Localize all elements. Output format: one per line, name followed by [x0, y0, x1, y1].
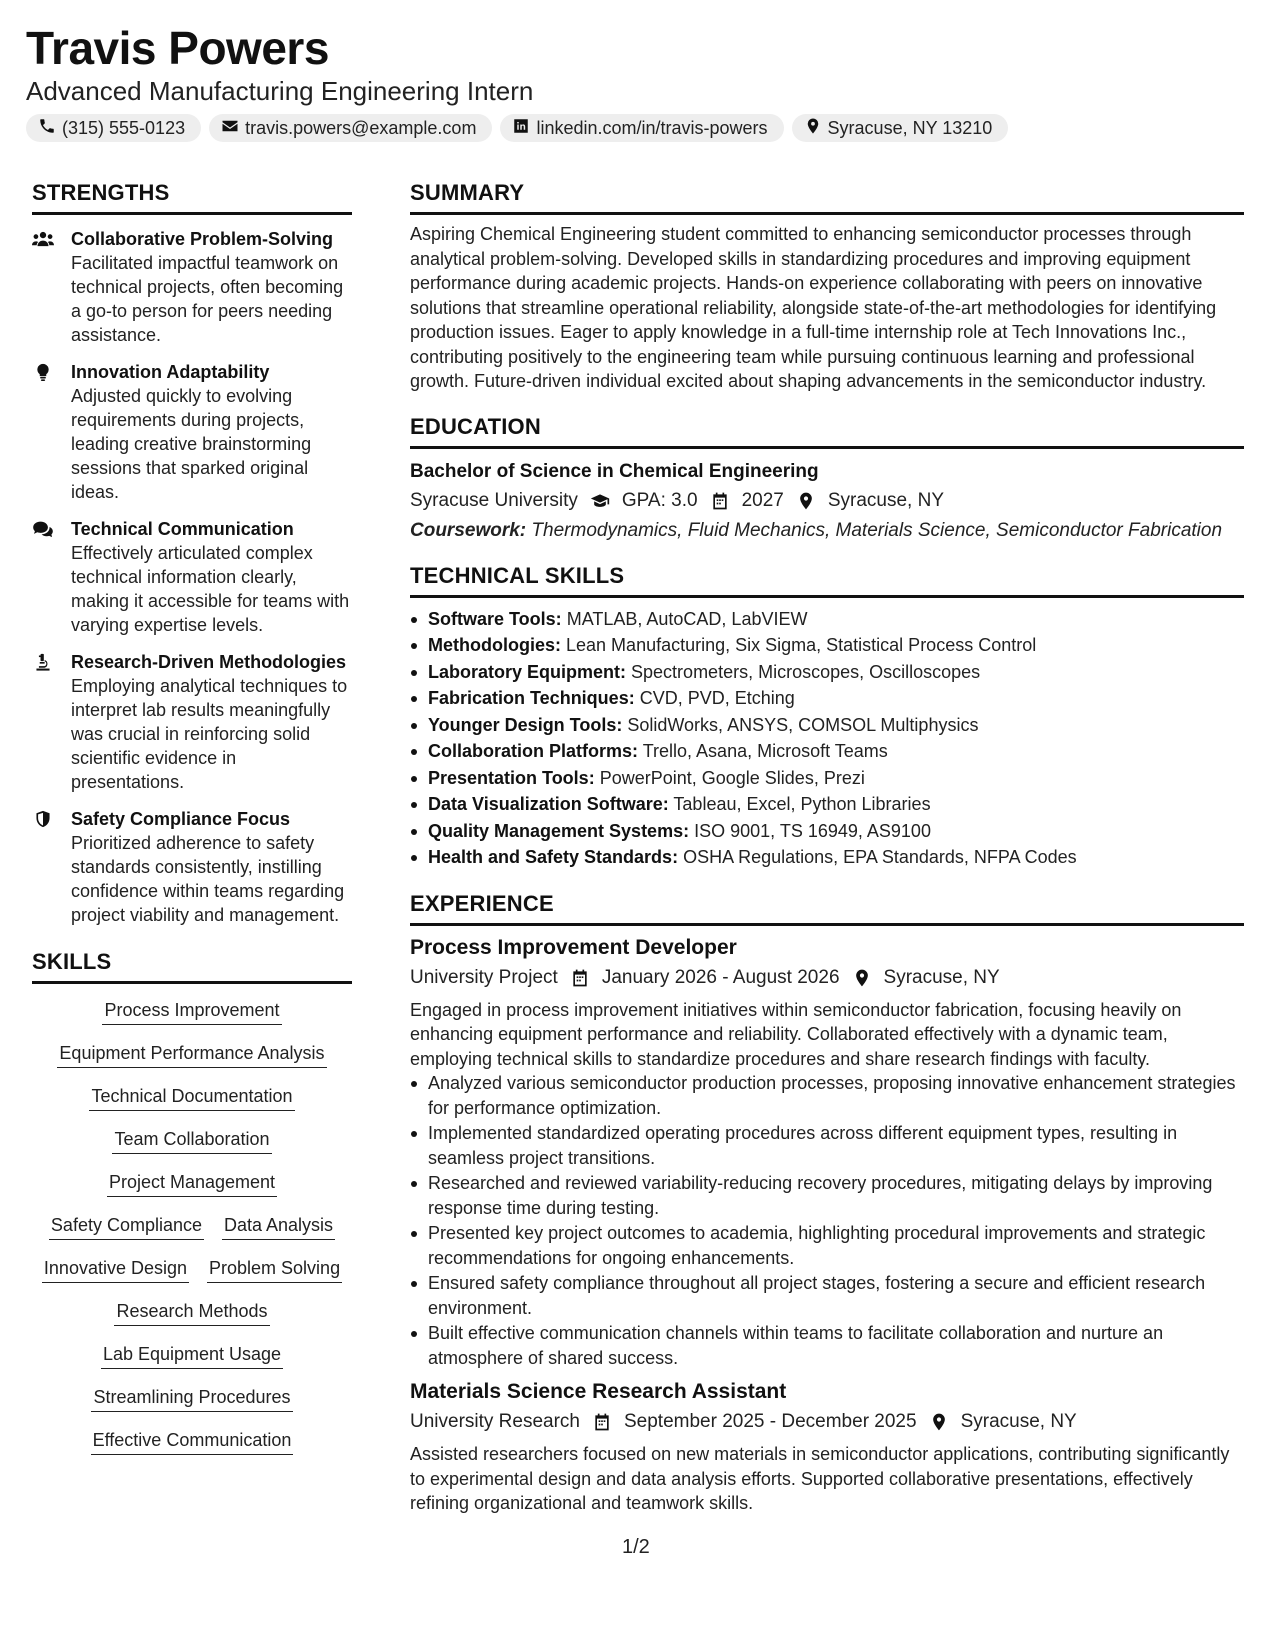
skill-tag: Team Collaboration: [112, 1127, 271, 1154]
list-item: [428, 791, 1244, 818]
strength-title: Innovation Adaptability: [71, 362, 270, 382]
education-location: Syracuse, NY: [827, 489, 945, 511]
skill-label: Laboratory Equipment:: [428, 661, 627, 682]
job-title: Materials Science Research Assistant: [410, 1380, 787, 1403]
lightbulb-icon: [32, 363, 54, 381]
job-location: Syracuse, NY: [960, 1411, 1077, 1432]
location-text: Syracuse, NY 13210: [827, 117, 993, 138]
strength-title: Research-Driven Methodologies: [71, 652, 347, 672]
summary-text: Aspiring Chemical Engineering student committed to enhancing semiconductor processes through analytical problem-solving. Developed skills in standardizing procedures and improving equipment performance during academic projects. Hands-on experience collaborating with peers on innovative solutions that streamline operational reliability, alongside state-of-the-art methodologies for identifying production issues. Eager to apply knowledge in a full-time internship role at Tech Innovations Inc., contributing positively to the engineering team while pursuing continuous learning and professional growth. Future-driven individual excited about shaping advancements in the semiconductor industry.: [410, 224, 1217, 391]
skill-value: Lean Manufacturing, Six Sigma, Statistical Process Control: [566, 635, 1037, 655]
calendar-icon: [710, 491, 730, 511]
skill-value: OSHA Regulations, EPA Standards, NFPA Codes: [683, 847, 1077, 867]
skill-value: MATLAB, AutoCAD, LabVIEW: [566, 608, 808, 629]
calendar-icon: [592, 1412, 612, 1432]
list-item: [428, 712, 1244, 739]
skill-label: Health and Safety Standards:: [428, 847, 679, 867]
job-description: Engaged in process improvement initiatives within semiconductor fabrication, focusing heavily on enhancing equipment performance and reliability. Collaborated effectively with a dynamic team, employing technical skills to standardize procedures and share research findings with faculty.: [410, 999, 1182, 1069]
job-org: University Project: [410, 966, 558, 988]
job-meta: [410, 964, 1244, 992]
phone-text: (315) 555-0123: [62, 117, 186, 138]
graduation-cap-icon: [590, 491, 610, 511]
contact-location: [792, 114, 1009, 142]
job-meta: [410, 1408, 1244, 1436]
skill-label: Data Visualization Software:: [428, 794, 669, 814]
strength-desc: Employing analytical techniques to interpret lab results meaningfully was crucial in reinforcing solid scientific evidence in presentations.: [71, 676, 348, 792]
list-item: Researched and reviewed variability-reducing recovery procedures, mitigating delays by improving response time during testing.: [428, 1171, 1244, 1220]
skill-label: Younger Design Tools:: [428, 714, 623, 735]
skill-tag: Process Improvement: [102, 998, 281, 1025]
map-pin-icon: [796, 491, 816, 511]
list-item: Analyzed various semiconductor production processes, proposing innovative enhancement strategies for performance optimization.: [428, 1071, 1244, 1120]
list-item: Built effective communication channels within teams to facilitate collaboration and nurture an atmosphere of shared success.: [428, 1321, 1244, 1370]
envelope-icon: [221, 117, 239, 140]
comments-icon: [32, 520, 54, 538]
job-dates: January 2026 - August 2026: [601, 966, 840, 988]
list-item: [428, 659, 1244, 686]
skill-tag: Research Methods: [114, 1299, 269, 1326]
strength-item: [32, 807, 352, 927]
strength-title: Technical Communication: [71, 519, 294, 539]
skill-label: Presentation Tools:: [428, 767, 595, 788]
map-pin-icon: [852, 968, 872, 988]
strength-desc: Adjusted quickly to evolving requirements during projects, leading creative brainstorming sessions that sparked original ideas.: [71, 386, 312, 502]
email-text: travis.powers@example.com: [245, 117, 477, 138]
strengths-list: [32, 227, 352, 927]
microscope-icon: [32, 653, 54, 671]
job-title: Process Improvement Developer: [410, 935, 737, 959]
skill-label: Fabrication Techniques:: [428, 688, 635, 708]
right-column: [410, 178, 1244, 1516]
skill-tag: Safety Compliance: [49, 1213, 204, 1240]
skill-tag: Technical Documentation: [89, 1084, 294, 1111]
calendar-icon: [570, 968, 590, 988]
skill-tag: Data Analysis: [222, 1213, 335, 1240]
skill-tag: Lab Equipment Usage: [101, 1342, 283, 1369]
left-column: [32, 178, 352, 1455]
list-item: [428, 765, 1244, 792]
skill-tag: Effective Communication: [91, 1428, 294, 1455]
job-description: Assisted researchers focused on new materials in semiconductor applications, contributing significantly to experimental design and data analysis efforts. Supported collaborative presentations, effectively refining organizational and teamwork skills.: [410, 1444, 1230, 1513]
experience-entry: [410, 934, 1244, 1371]
strength-item: [32, 360, 352, 504]
strength-desc: Facilitated impactful teamwork on technical projects, often becoming a go-to person for peers needing assistance.: [71, 253, 344, 345]
list-item: [428, 685, 1244, 712]
skill-value: ISO 9001, TS 16949, AS9100: [694, 820, 931, 841]
map-pin-icon: [804, 117, 822, 140]
contact-phone[interactable]: [26, 114, 201, 142]
skill-tag: Innovative Design: [42, 1256, 189, 1283]
map-pin-icon: [929, 1412, 949, 1432]
skill-value: Trello, Asana, Microsoft Teams: [642, 741, 888, 761]
coursework-label: Coursework:: [410, 519, 527, 541]
experience-entry: [410, 1378, 1244, 1516]
education-heading: EDUCATION: [410, 412, 1244, 449]
skill-tag: Project Management: [107, 1170, 277, 1197]
job-org: University Research: [410, 1411, 580, 1432]
contact-email[interactable]: [209, 114, 492, 142]
strength-item: [32, 650, 352, 794]
skill-value: PowerPoint, Google Slides, Prezi: [599, 767, 865, 788]
strengths-heading: STRENGTHS: [32, 178, 352, 215]
skill-tag: Problem Solving: [207, 1256, 342, 1283]
list-item: [428, 606, 1244, 633]
summary-heading: SUMMARY: [410, 178, 1244, 215]
linkedin-icon: [512, 117, 530, 140]
list-item: [428, 738, 1244, 765]
graduation-year: 2027: [741, 489, 784, 511]
list-item: [428, 632, 1244, 659]
linkedin-text: linkedin.com/in/travis-powers: [536, 117, 768, 138]
skills-heading: SKILLS: [32, 947, 352, 984]
skill-value: SolidWorks, ANSYS, COMSOL Multiphysics: [627, 714, 979, 735]
job-bullets: [410, 1071, 1244, 1370]
skill-tag: Equipment Performance Analysis: [57, 1041, 326, 1068]
skill-label: Quality Management Systems:: [428, 820, 690, 841]
contact-linkedin[interactable]: [500, 114, 783, 142]
list-item: Presented key project outcomes to academia, highlighting procedural improvements and strategic recommendations for ongoing enhancements.: [428, 1221, 1244, 1270]
strength-title: Collaborative Problem-Solving: [71, 229, 334, 249]
list-item: Implemented standardized operating procedures across different equipment types, resulting in seamless project transitions.: [428, 1121, 1244, 1170]
coursework-text: Thermodynamics, Fluid Mechanics, Materials Science, Semiconductor Fabrication: [531, 519, 1223, 541]
candidate-name: Travis Powers: [26, 22, 329, 74]
users-icon: [32, 230, 54, 248]
gpa-text: GPA: 3.0: [621, 489, 698, 511]
skill-value: Spectrometers, Microscopes, Oscilloscopes: [631, 661, 981, 682]
skill-value: CVD, PVD, Etching: [639, 688, 795, 708]
list-item: Ensured safety compliance throughout all project stages, fostering a secure and efficient research environment.: [428, 1271, 1244, 1320]
technical-skills-heading: TECHNICAL SKILLS: [410, 561, 1244, 598]
page-number: 1/2: [622, 1536, 650, 1558]
skill-value: Tableau, Excel, Python Libraries: [673, 794, 931, 814]
skill-tag: Streamlining Procedures: [91, 1385, 292, 1412]
strength-title: Safety Compliance Focus: [71, 809, 291, 829]
skill-label: Software Tools:: [428, 608, 562, 629]
strength-desc: Effectively articulated complex technical information clearly, making it accessible for teams with varying expertise levels.: [71, 543, 350, 635]
skills-tags: [32, 998, 352, 1455]
contact-bar: [26, 114, 1008, 142]
shield-icon: [32, 810, 54, 828]
skill-label: Methodologies:: [428, 635, 561, 655]
degree-title: Bachelor of Science in Chemical Engineering: [410, 460, 819, 482]
strength-item: [32, 517, 352, 637]
list-item: [428, 818, 1244, 845]
technical-skills-list: [410, 606, 1244, 871]
strength-desc: Prioritized adherence to safety standards consistently, instilling confidence within teams regarding project viability and management.: [71, 833, 345, 925]
phone-icon: [38, 117, 56, 140]
school-name: Syracuse University: [410, 489, 578, 511]
list-item: [428, 844, 1244, 871]
skill-label: Collaboration Platforms:: [428, 741, 639, 761]
job-dates: September 2025 - December 2025: [624, 1411, 917, 1432]
experience-heading: EXPERIENCE: [410, 889, 1244, 926]
coursework: [410, 519, 1244, 543]
strength-item: [32, 227, 352, 347]
job-location: Syracuse, NY: [883, 966, 1000, 988]
education-meta: [410, 487, 1244, 515]
job-title-header: Advanced Manufacturing Engineering Intern: [26, 76, 534, 106]
